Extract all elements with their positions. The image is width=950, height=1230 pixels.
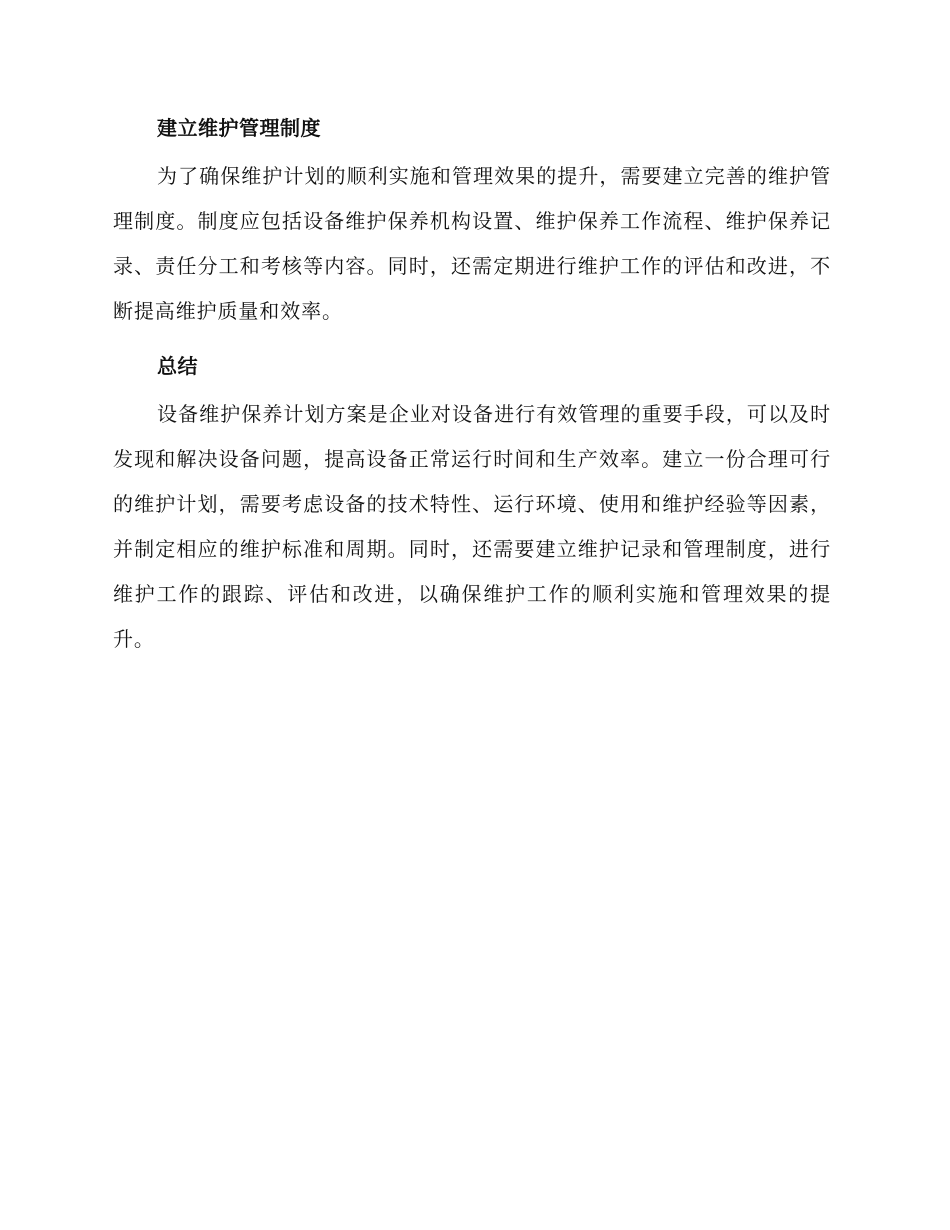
section-body-maintenance-system: 为了确保维护计划的顺利实施和管理效果的提升，需要建立完善的维护管理制度。制度应包括设备维护保养机构设置、维护保养工作流程、维护保养记录、责任分工和考核等内容。同时，还需定期进行维护工作的评估和改进，不断提高维护质量和效率。 (113, 164, 831, 323)
document-content (113, 106, 831, 662)
section-heading-maintenance-system: 建立维护管理制度 (157, 116, 321, 140)
section-body-summary: 设备维护保养计划方案是企业对设备进行有效管理的重要手段，可以及时发现和解决设备问题，提高设备正常运行时间和生产效率。建立一份合理可行的维护计划，需要考虑设备的技术特性、运行环境、使用和维护经验等因素，并制定相应的维护标准和周期。同时，还需要建立维护记录和管理制度，进行维护工作的跟踪、评估和改进，以确保维护工作的顺利实施和管理效果的提升。 (113, 402, 831, 651)
section-heading-summary: 总结 (157, 354, 198, 378)
